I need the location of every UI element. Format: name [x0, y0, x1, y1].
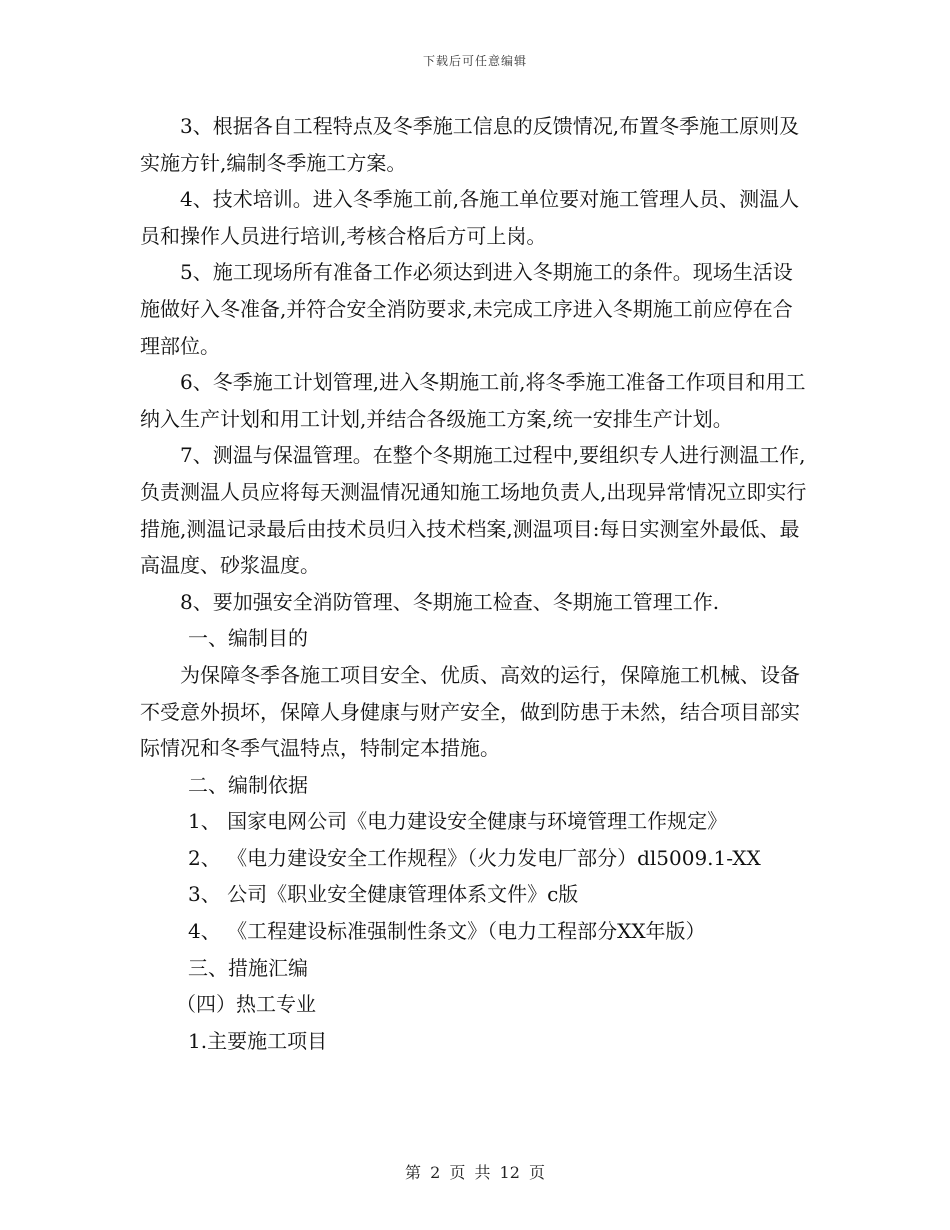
basis-item-1: 1、 国家电网公司《电力建设安全健康与环境管理工作规定》	[188, 809, 728, 834]
basis-item-4: 4、 《工程建设标准强制性条文》（电力工程部分XX年版）	[188, 919, 706, 944]
subsection-heading-thermal: （四）热工专业	[176, 992, 316, 1017]
basis-item-2: 2、 《电力建设安全工作规程》（火力发电厂部分）dl5009.1-XX	[188, 845, 761, 870]
purpose-paragraph: 为保障冬季各施工项目安全、优质、高效的运行，保障施工机械、设备不受意外损坏，保障人身健康与财产安全，做到防患于未然，结合项目部实际情况和冬季气温特点，特制定本措施。	[140, 662, 800, 761]
section-heading-purpose: 一、编制目的	[188, 626, 308, 651]
paragraph-8: 8、要加强安全消防管理、冬期施工检查、冬期施工管理工作.	[180, 589, 720, 614]
page-header: 下载后可任意编辑	[422, 54, 527, 68]
section-heading-measures: 三、措施汇编	[188, 955, 308, 980]
paragraph-4: 4、技术培训。进入冬季施工前,各施工单位要对施工管理人员、测温人员和操作人员进行培训,考核合格后方可上岗。	[140, 187, 800, 248]
paragraph-3: 3、根据各自工程特点及冬季施工信息的反馈情况,布置冬季施工原则及实施方针,编制冬季施工方案。	[140, 114, 800, 175]
paragraph-6: 6、冬季施工计划管理,进入冬期施工前,将冬季施工准备工作项目和用工纳入生产计划和用工计划,并结合各级施工方案,统一安排生产计划。	[140, 370, 806, 431]
section-heading-basis: 二、编制依据	[188, 772, 308, 797]
list-item-main-projects: 1.主要施工项目	[188, 1028, 328, 1053]
paragraph-5: 5、施工现场所有准备工作必须达到进入冬期施工的条件。现场生活设施做好入冬准备,并符合安全消防要求,未完成工序进入冬期施工前应停在合理部位。	[140, 260, 793, 358]
document-body	[140, 108, 812, 1059]
page-footer: 第 2 页 共 12 页	[405, 1163, 545, 1182]
basis-item-3: 3、 公司《职业安全健康管理体系文件》c版	[188, 882, 579, 907]
paragraph-7: 7、测温与保温管理。在整个冬期施工过程中,要组织专人进行测温工作,负责测温人员应将每天测温情况通知施工场地负责人,出现异常情况立即实行措施,测温记录最后由技术员归入技术档案,测温项目:每日实测室外最低、最高温度、砂浆温度。	[140, 443, 807, 578]
